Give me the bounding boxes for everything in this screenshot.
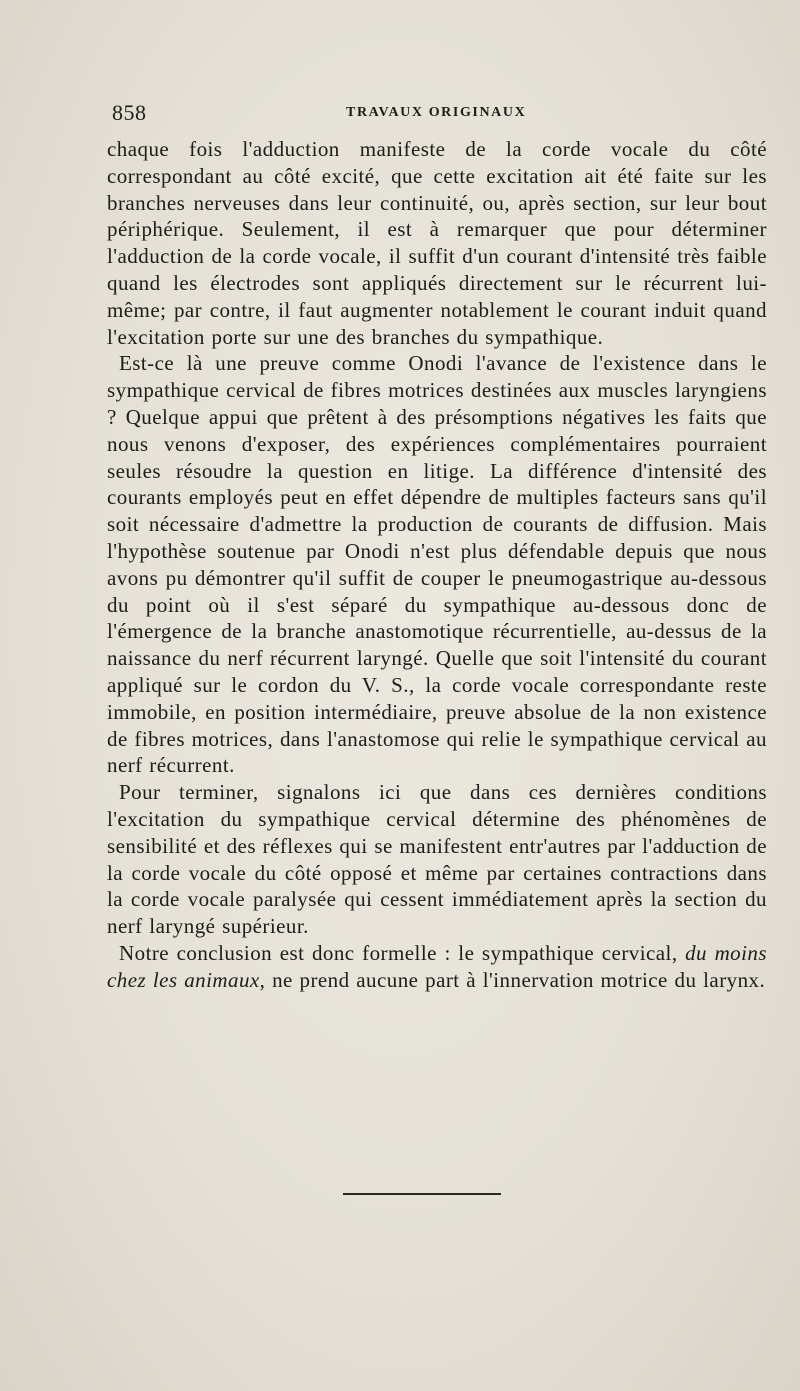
body-text xyxy=(107,136,767,994)
paragraph-continuation: chaque fois l'adduction manifeste de la corde vocale du côté correspondant au côté excité, que cette excitation ait été faite sur les branches nerveuses dans leur continuité, ou, après section, sur leur bout périphérique. Seulement, il est à remarquer que pour déterminer l'adduction de la corde vocale, il suffit d'un courant d'intensité très faible quand les électrodes sont appliqués directement sur le récurrent lui-même; par contre, il faut augmenter notablement le courant induit quand l'excitation porte sur une des branches du sympathique. xyxy=(107,137,767,349)
paragraph-onodi-hypothesis: Est-ce là une preuve comme Onodi l'avance de l'existence dans le sympathique cervical de fibres motrices destinées aux muscles laryngiens ? Quelque appui que prêtent à des présomptions négatives les faits que nous venons d'exposer, des expériences complémentaires pourraient seules résoudre la question en litige. La différence d'intensité des courants employés peut en effet dépendre de multiples facteurs sans qu'il soit nécessaire d'admettre la production de courants de diffusion. Mais l'hypothèse soutenue par Onodi n'est plus défendable depuis que nous avons pu démontrer qu'il suffit de couper le pneumogastrique au-dessous du point où il s'est séparé du sympathique au-dessous donc de l'émergence de la branche anastomotique récurrentielle, au-dessus de la naissance du nerf récurrent laryngé. Quelle que soit l'intensité du courant appliqué sur le cordon du V. S., la corde vocale correspondante reste immobile, en position intermédiaire, preuve absolue de la non existence de fibres motrices, dans l'anastomose qui relie le sympathique cervical au nerf récurrent. xyxy=(107,351,767,778)
conclusion-italic-phrase: du moins chez les animaux xyxy=(107,940,767,992)
running-head: TRAVAUX ORIGINAUX xyxy=(346,105,527,120)
paragraph-final-observations: Pour terminer, signalons ici que dans ces dernières conditions l'excitation du sympathique cervical détermine des phénomènes de sensibilité et des réflexes qui se manifestent entr'autres par l'adduction de la corde vocale du côté opposé et même par certaines contractions dans la corde vocale paralysée qui cessent immédiatement après la section du nerf laryngé supérieur. xyxy=(107,780,767,939)
end-rule xyxy=(343,1193,501,1195)
page-header xyxy=(112,96,766,130)
paragraph-conclusion xyxy=(107,940,767,994)
page-number: 858 xyxy=(112,100,147,125)
conclusion-text-start: Notre conclusion est donc formelle : le sympathique cervical, xyxy=(119,940,686,965)
conclusion-text-end: , ne prend aucune part à l'innervation motrice du larynx. xyxy=(259,967,766,992)
